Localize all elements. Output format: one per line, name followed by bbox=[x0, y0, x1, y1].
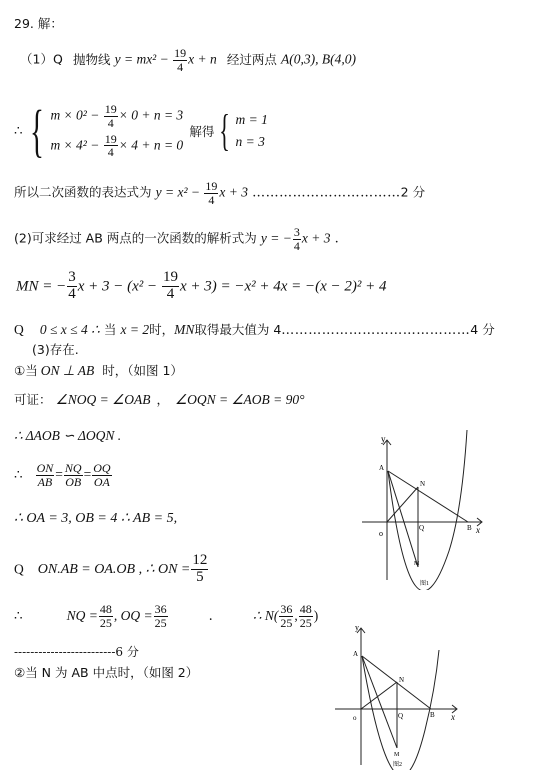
case1-statement: ①当 ON ⊥ AB 时，（如图 1） bbox=[14, 363, 183, 378]
result-dots: …………………………… bbox=[252, 185, 401, 201]
result-score: 2 分 bbox=[400, 184, 426, 200]
solution-m: m = 1 bbox=[235, 112, 268, 127]
cond-dots: …………………………………… bbox=[281, 323, 471, 338]
fig2-m-label: M bbox=[394, 752, 400, 758]
part3-label: (3)存在. bbox=[32, 342, 79, 357]
result-text: 所以二次函数的表达式为 bbox=[14, 184, 152, 200]
figure-2 bbox=[335, 620, 465, 770]
parabola-tail: x + n bbox=[188, 51, 217, 67]
fig1-q-label: Q bbox=[419, 524, 425, 532]
part1-result bbox=[14, 180, 425, 206]
segment-ab bbox=[388, 471, 468, 522]
fig1-a-label: A bbox=[379, 464, 385, 472]
fig2-x-label: x bbox=[451, 712, 455, 722]
fig1-m-label: M bbox=[414, 561, 420, 567]
part2-statement bbox=[14, 226, 339, 252]
fig2-n-label: N bbox=[399, 676, 405, 684]
fig1-caption: 图1 bbox=[420, 581, 430, 587]
lengths-line: ∴ OA = 3, OB = 4 ∴ AB = 5, bbox=[14, 511, 178, 526]
system-eq1: m × 0² − $\frac{19}{4}$ × 0 + n = 3 bbox=[50, 102, 184, 130]
mn-equation: MN = − $\frac{3}{4}$ x + 3 − (x² − $\frac{19}{4}$ x + 3) = −x² + 4x = −(x − 2)² + 4 bbox=[16, 269, 387, 302]
fig2-o-label: o bbox=[353, 714, 357, 722]
part2-text: (2)可求经过 AB 两点的一次函数的解析式为 bbox=[14, 230, 257, 246]
result-fraction: $\frac{19}{4}$ bbox=[205, 179, 218, 207]
system-brace: { bbox=[29, 98, 44, 163]
segment-on bbox=[361, 682, 397, 709]
fig2-a-label: A bbox=[353, 650, 359, 658]
solution-brace: { bbox=[219, 106, 231, 155]
part1-text-b: 经过两点 bbox=[226, 51, 277, 67]
result-expr: y = x² − bbox=[155, 184, 204, 200]
case2-statement: ②当 N 为 AB 中点时，（如图 2） bbox=[14, 665, 199, 680]
fig2-y-label: y bbox=[355, 623, 359, 632]
result-tail: x + 3 bbox=[219, 184, 249, 200]
line-end: . bbox=[334, 231, 339, 247]
fig2-caption: 图2 bbox=[393, 762, 403, 768]
fig1-o-label: o bbox=[379, 529, 383, 538]
solution-values bbox=[235, 112, 267, 150]
ratio-equation: ∴ $\frac{ON}{AB}$ = $\frac{NQ}{OB}$ = $\frac{OQ}{OA}$ bbox=[14, 461, 111, 489]
fig1-b-label: B bbox=[467, 524, 472, 532]
cond-score: 4 分 bbox=[470, 322, 495, 337]
solution-n: n = 3 bbox=[235, 134, 265, 149]
similar-triangles: ∴ ΔAOB ∽ ΔOQN . bbox=[14, 428, 122, 443]
score-line: -------------------------6 分 bbox=[14, 645, 139, 659]
system-eq2: m × 4² − $\frac{19}{4}$ × 4 + n = 0 bbox=[50, 131, 184, 160]
on-equation: Q ON.AB = OA.OB , ∴ ON = $\frac{12}{5}$ bbox=[14, 552, 208, 585]
parabola-curve bbox=[362, 650, 439, 770]
fig1-y-label: y bbox=[381, 434, 386, 444]
line-expr: y = − bbox=[260, 230, 292, 246]
system-therefore: ∴ bbox=[14, 123, 23, 138]
solve-word: 解得 bbox=[189, 124, 215, 139]
proof-angles: 可证： ∠NOQ = ∠OAB ， ∠OQN = ∠AOB = 90° bbox=[14, 392, 305, 407]
system-equations bbox=[50, 103, 183, 158]
figure-1 bbox=[362, 430, 492, 590]
fig1-x-label: x bbox=[476, 525, 480, 535]
parabola-fraction: $\frac{19}{4}$ bbox=[174, 46, 187, 74]
max-condition: Q 0 ≤ x ≤ 4 ∴ 当 x = 2时，MN取得最大值为 4……………………………………4 分 bbox=[14, 322, 495, 338]
fig1-n-label: N bbox=[420, 480, 426, 488]
part1-label: （1）Q bbox=[20, 51, 63, 67]
nq-oq-line: ∴ NQ = $\frac{48}{25}$ , OQ = $\frac{36}{25}$ . ∴ N( $\frac{36}{25}$ , $\frac{48}{25}$ ) bbox=[14, 602, 319, 630]
parabola-expr: y = mx² − bbox=[114, 51, 173, 67]
fig2-b-label: B bbox=[430, 711, 435, 719]
segment-am bbox=[388, 471, 418, 567]
problem-header bbox=[14, 14, 63, 32]
equation-system bbox=[14, 98, 268, 163]
part1-text-a: 抛物线 bbox=[72, 51, 111, 67]
part1-statement bbox=[20, 47, 356, 73]
solve-label: 解： bbox=[37, 16, 63, 31]
line-fraction: $\frac{3}{4}$ bbox=[293, 225, 300, 253]
fig2-q-label: Q bbox=[398, 712, 404, 720]
given-points: A(0,3), B(4,0) bbox=[281, 51, 356, 67]
problem-number: 29. bbox=[14, 16, 34, 31]
line-tail: x + 3 bbox=[301, 230, 331, 246]
